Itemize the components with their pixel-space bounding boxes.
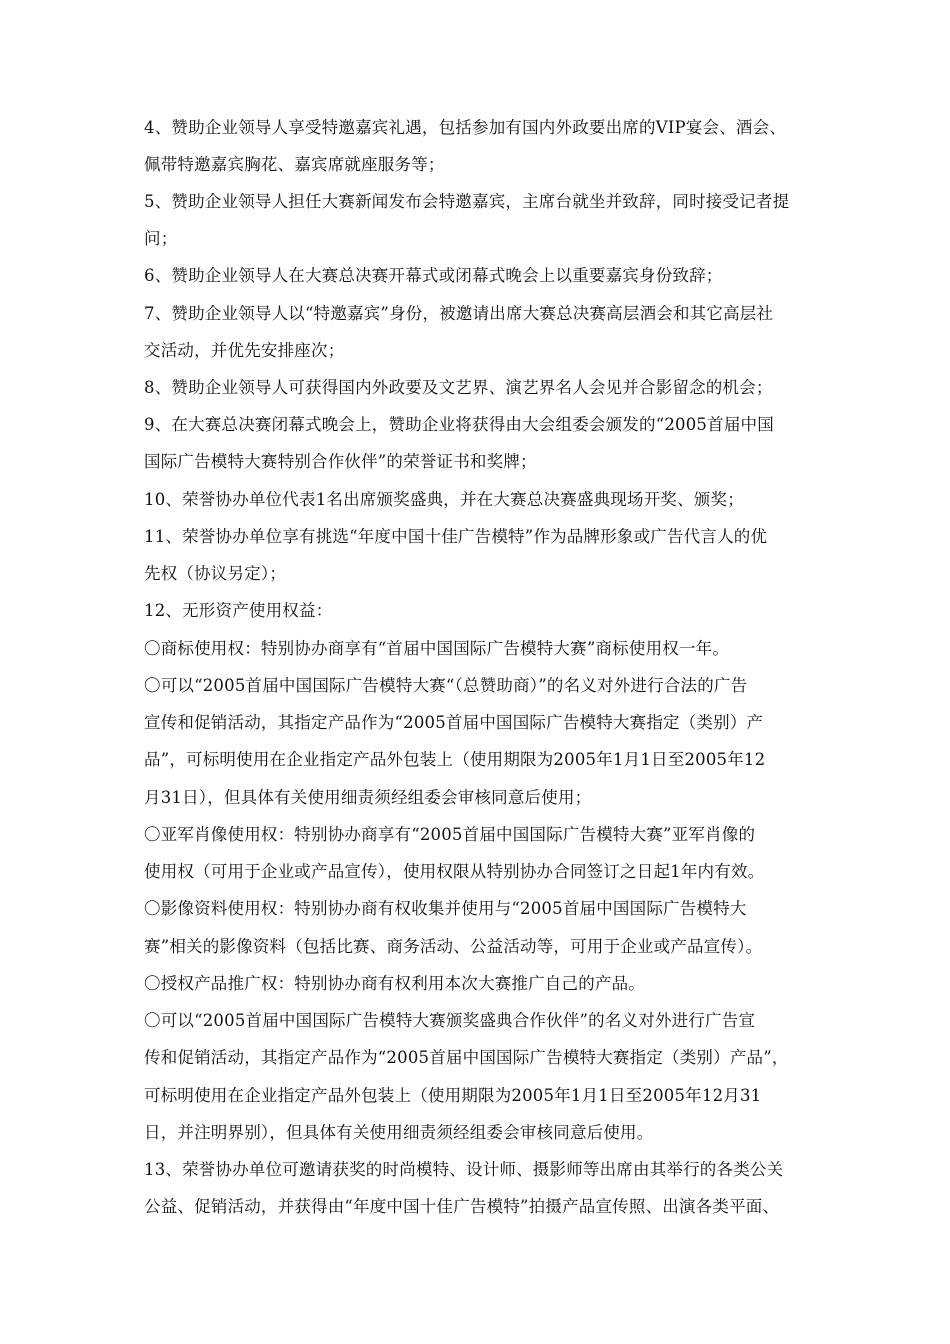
text-line: 12、无形资产使用权益： xyxy=(144,601,333,620)
text-line: 〇商标使用权：特别协办商享有“首届中国国际广告模特大赛”商标使用权一年。 xyxy=(144,639,730,658)
text-line: 11、荣誉协办单位享有挑选“年度中国十佳广告模特”作为品牌形象或广告代言人的优 xyxy=(144,527,768,546)
text-line: 日，并注明界别），但具体有关使用细责须经组委会审核同意后使用。 xyxy=(144,1123,654,1142)
text-line: 交活动，并优先安排座次； xyxy=(144,341,345,360)
text-line: 〇亚军肖像使用权：特别协办商享有“2005首届中国国际广告模特大赛”亚军肖像的 xyxy=(144,825,756,844)
text-line: 〇可以“2005首届中国国际广告模特大赛“（总赞助商）”的名义对外进行合法的广告 xyxy=(144,676,748,695)
text-line: 10、荣誉协办单位代表1名出席颁奖盛典，并在大赛总决赛盛典现场开奖、颁奖； xyxy=(144,490,744,509)
text-line: 公益、促销活动，并获得由“年度中国十佳广告模特”拍摄产品宣传照、出演各类平面、 xyxy=(144,1197,780,1216)
text-line: 宣传和促销活动，其指定产品作为“2005首届中国国际广告模特大赛指定（类别）产 xyxy=(144,713,764,732)
text-line: 〇授权产品推广权：特别协办商有权利用本次大赛推广自己的产品。 xyxy=(144,974,645,993)
text-line: 问； xyxy=(144,229,178,248)
text-line: 赛”相关的影像资料（包括比赛、商务活动、公益活动等，可用于企业或产品宣传）。 xyxy=(144,937,763,956)
text-line: 9、在大赛总决赛闭幕式晚会上，赞助企业将获得由大会组委会颁发的“2005首届中国 xyxy=(144,415,774,434)
text-line: 品”，可标明使用在企业指定产品外包装上（使用期限为2005年1月1日至2005年12 xyxy=(144,750,766,769)
text-line: 5、赞助企业领导人担任大赛新闻发布会特邀嘉宾，主席台就坐并致辞，同时接受记者提 xyxy=(144,192,790,211)
text-line: 7、赞助企业领导人以“特邀嘉宾”身份，被邀请出席大赛总决赛高层酒会和其它高层社 xyxy=(144,304,774,323)
text-line: 13、荣誉协办单位可邀请获奖的时尚模特、设计师、摄影师等出席由其举行的各类公关 xyxy=(144,1160,784,1179)
text-line: 〇影像资料使用权：特别协办商有权收集并使用与“2005首届中国国际广告模特大 xyxy=(144,899,747,918)
text-line: 4、赞助企业领导人享受特邀嘉宾礼遇，包括参加有国内外政要出席的VIP宴会、酒会、 xyxy=(144,118,787,137)
text-line: 使用权（可用于企业或产品宣传），使用权限从特别协办合同签订之日起1年内有效。 xyxy=(144,862,765,881)
text-line: 可标明使用在企业指定产品外包装上（使用期限为2005年1月1日至2005年12月31 xyxy=(144,1086,762,1105)
text-line: 国际广告模特大赛特别合作伙伴”的荣誉证书和奖牌； xyxy=(144,452,537,471)
text-line: 传和促销活动，其指定产品作为“2005首届中国国际广告模特大赛指定（类别）产品”， xyxy=(144,1048,789,1067)
text-line: 先权（协议另定）； xyxy=(144,564,287,583)
text-line: 月31日），但具体有关使用细责须经组委会审核同意后使用； xyxy=(144,788,592,807)
text-line: 6、赞助企业领导人在大赛总决赛开幕式或闭幕式晚会上以重要嘉宾身份致辞； xyxy=(144,266,723,285)
text-line: 〇可以“2005首届中国国际广告模特大赛颁奖盛典合作伙伴”的名义对外进行广告宣 xyxy=(144,1011,756,1030)
text-line: 佩带特邀嘉宾胸花、嘉宾席就座服务等； xyxy=(144,155,445,174)
text-line: 8、赞助企业领导人可获得国内外政要及文艺界、演艺界名人会见并合影留念的机会； xyxy=(144,378,773,397)
